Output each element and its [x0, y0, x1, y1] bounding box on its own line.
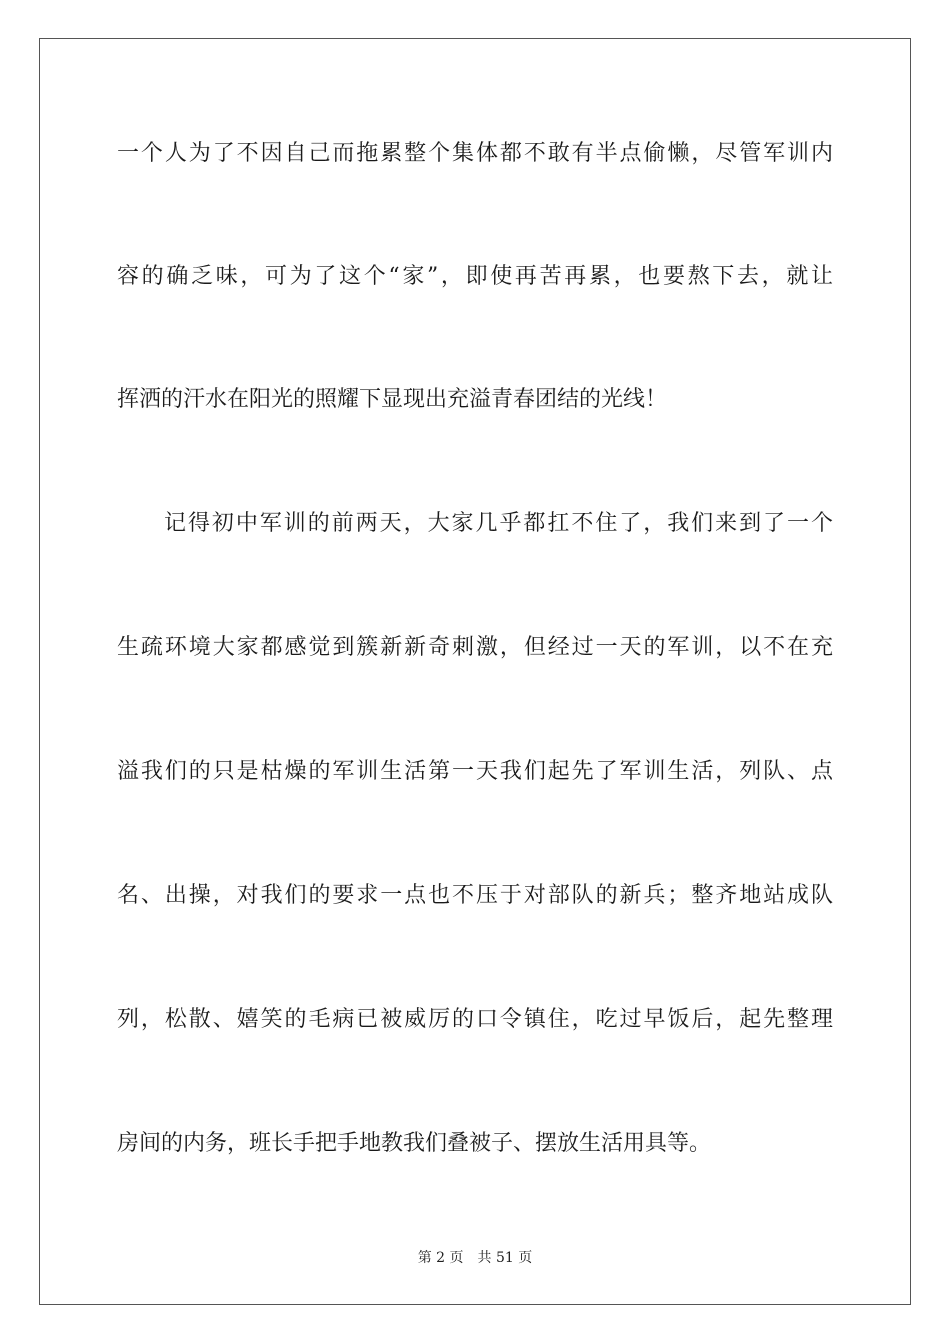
paragraph-line-4: 记得初中军训的前两天，大家几乎都扛不住了，我们来到了一个 [164, 511, 833, 536]
paragraph-line-2: 容的确乏味，可为了这个“家”，即使再苦再累，也要熬下去，就让 [117, 264, 833, 289]
paragraph-line-9: 房间的内务，班长手把手地教我们叠被子、摆放生活用具等。 [117, 1131, 712, 1156]
paragraph-line-5: 生疏环境大家都感觉到簇新新奇刺激，但经过一天的军训，以不在充 [117, 635, 833, 660]
total-pages: 共 51 页 [477, 1250, 533, 1266]
paragraph-line-3: 挥洒的汗水在阳光的照耀下显现出充溢青春团结的光线！ [117, 387, 668, 412]
page-footer [0, 1247, 950, 1267]
page-number: 第 2 页 [417, 1250, 464, 1266]
page-border [39, 38, 911, 1305]
paragraph-line-8: 列，松散、嬉笑的毛病已被威厉的口令镇住，吃过早饭后，起先整理 [117, 1007, 833, 1032]
paragraph-line-6: 溢我们的只是枯燥的军训生活第一天我们起先了军训生活，列队、点 [117, 759, 833, 784]
paragraph-line-7: 名、出操，对我们的要求一点也不压于对部队的新兵；整齐地站成队 [117, 883, 833, 908]
paragraph-line-1: 一个人为了不因自己而拖累整个集体都不敢有半点偷懒，尽管军训内 [117, 141, 833, 166]
